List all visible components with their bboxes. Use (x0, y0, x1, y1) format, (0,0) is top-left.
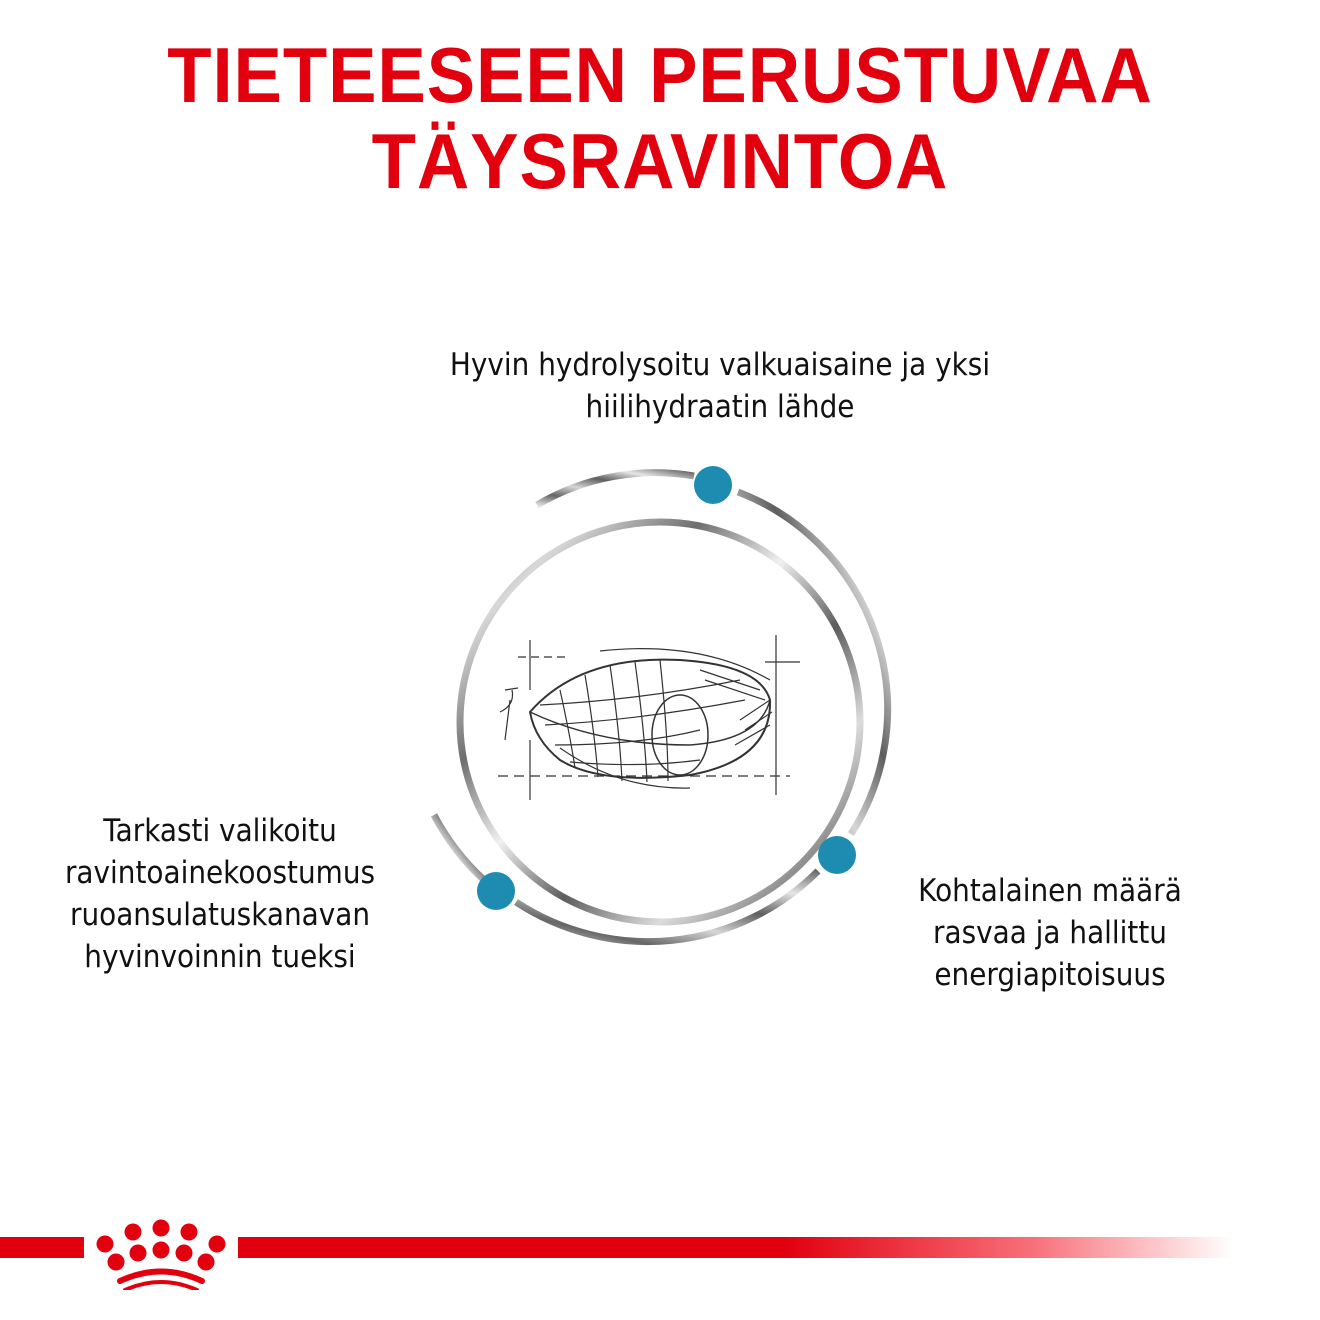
benefit-left-line: hyvinvoinnin tueksi (84, 939, 356, 975)
benefit-left-line: Tarkasti valikoitu (103, 813, 337, 849)
footer-bar (0, 1200, 1320, 1290)
benefit-right-line: Kohtalainen määrä (918, 873, 1182, 909)
footer-line-right (238, 1237, 1233, 1258)
inner-ring (460, 522, 860, 922)
bullet-dot-icon (477, 872, 515, 910)
title-line-2: TÄYSRAVINTOA (371, 117, 949, 205)
royal-crown-logo-icon (97, 1220, 226, 1291)
bullet-dot-icon (818, 836, 856, 874)
benefit-right-line: energiapitoisuus (934, 957, 1166, 993)
title-line-1: TIETEESEEN PERUSTUVAA (167, 31, 1153, 119)
benefit-top-line: Hyvin hydrolysoitu valkuaisaine ja yksi (449, 347, 991, 383)
footer-line-left (0, 1237, 84, 1258)
benefit-left-line: ravintoainekoostumus (64, 855, 376, 891)
benefit-top-line: hiilihydraatin lähde (585, 389, 855, 425)
kibble-sketch-icon (498, 635, 800, 800)
benefit-left-line: ruoansulatuskanavan (69, 897, 371, 933)
benefit-right-line: rasvaa ja hallittu (933, 915, 1167, 951)
bullet-dot-icon (694, 466, 732, 504)
